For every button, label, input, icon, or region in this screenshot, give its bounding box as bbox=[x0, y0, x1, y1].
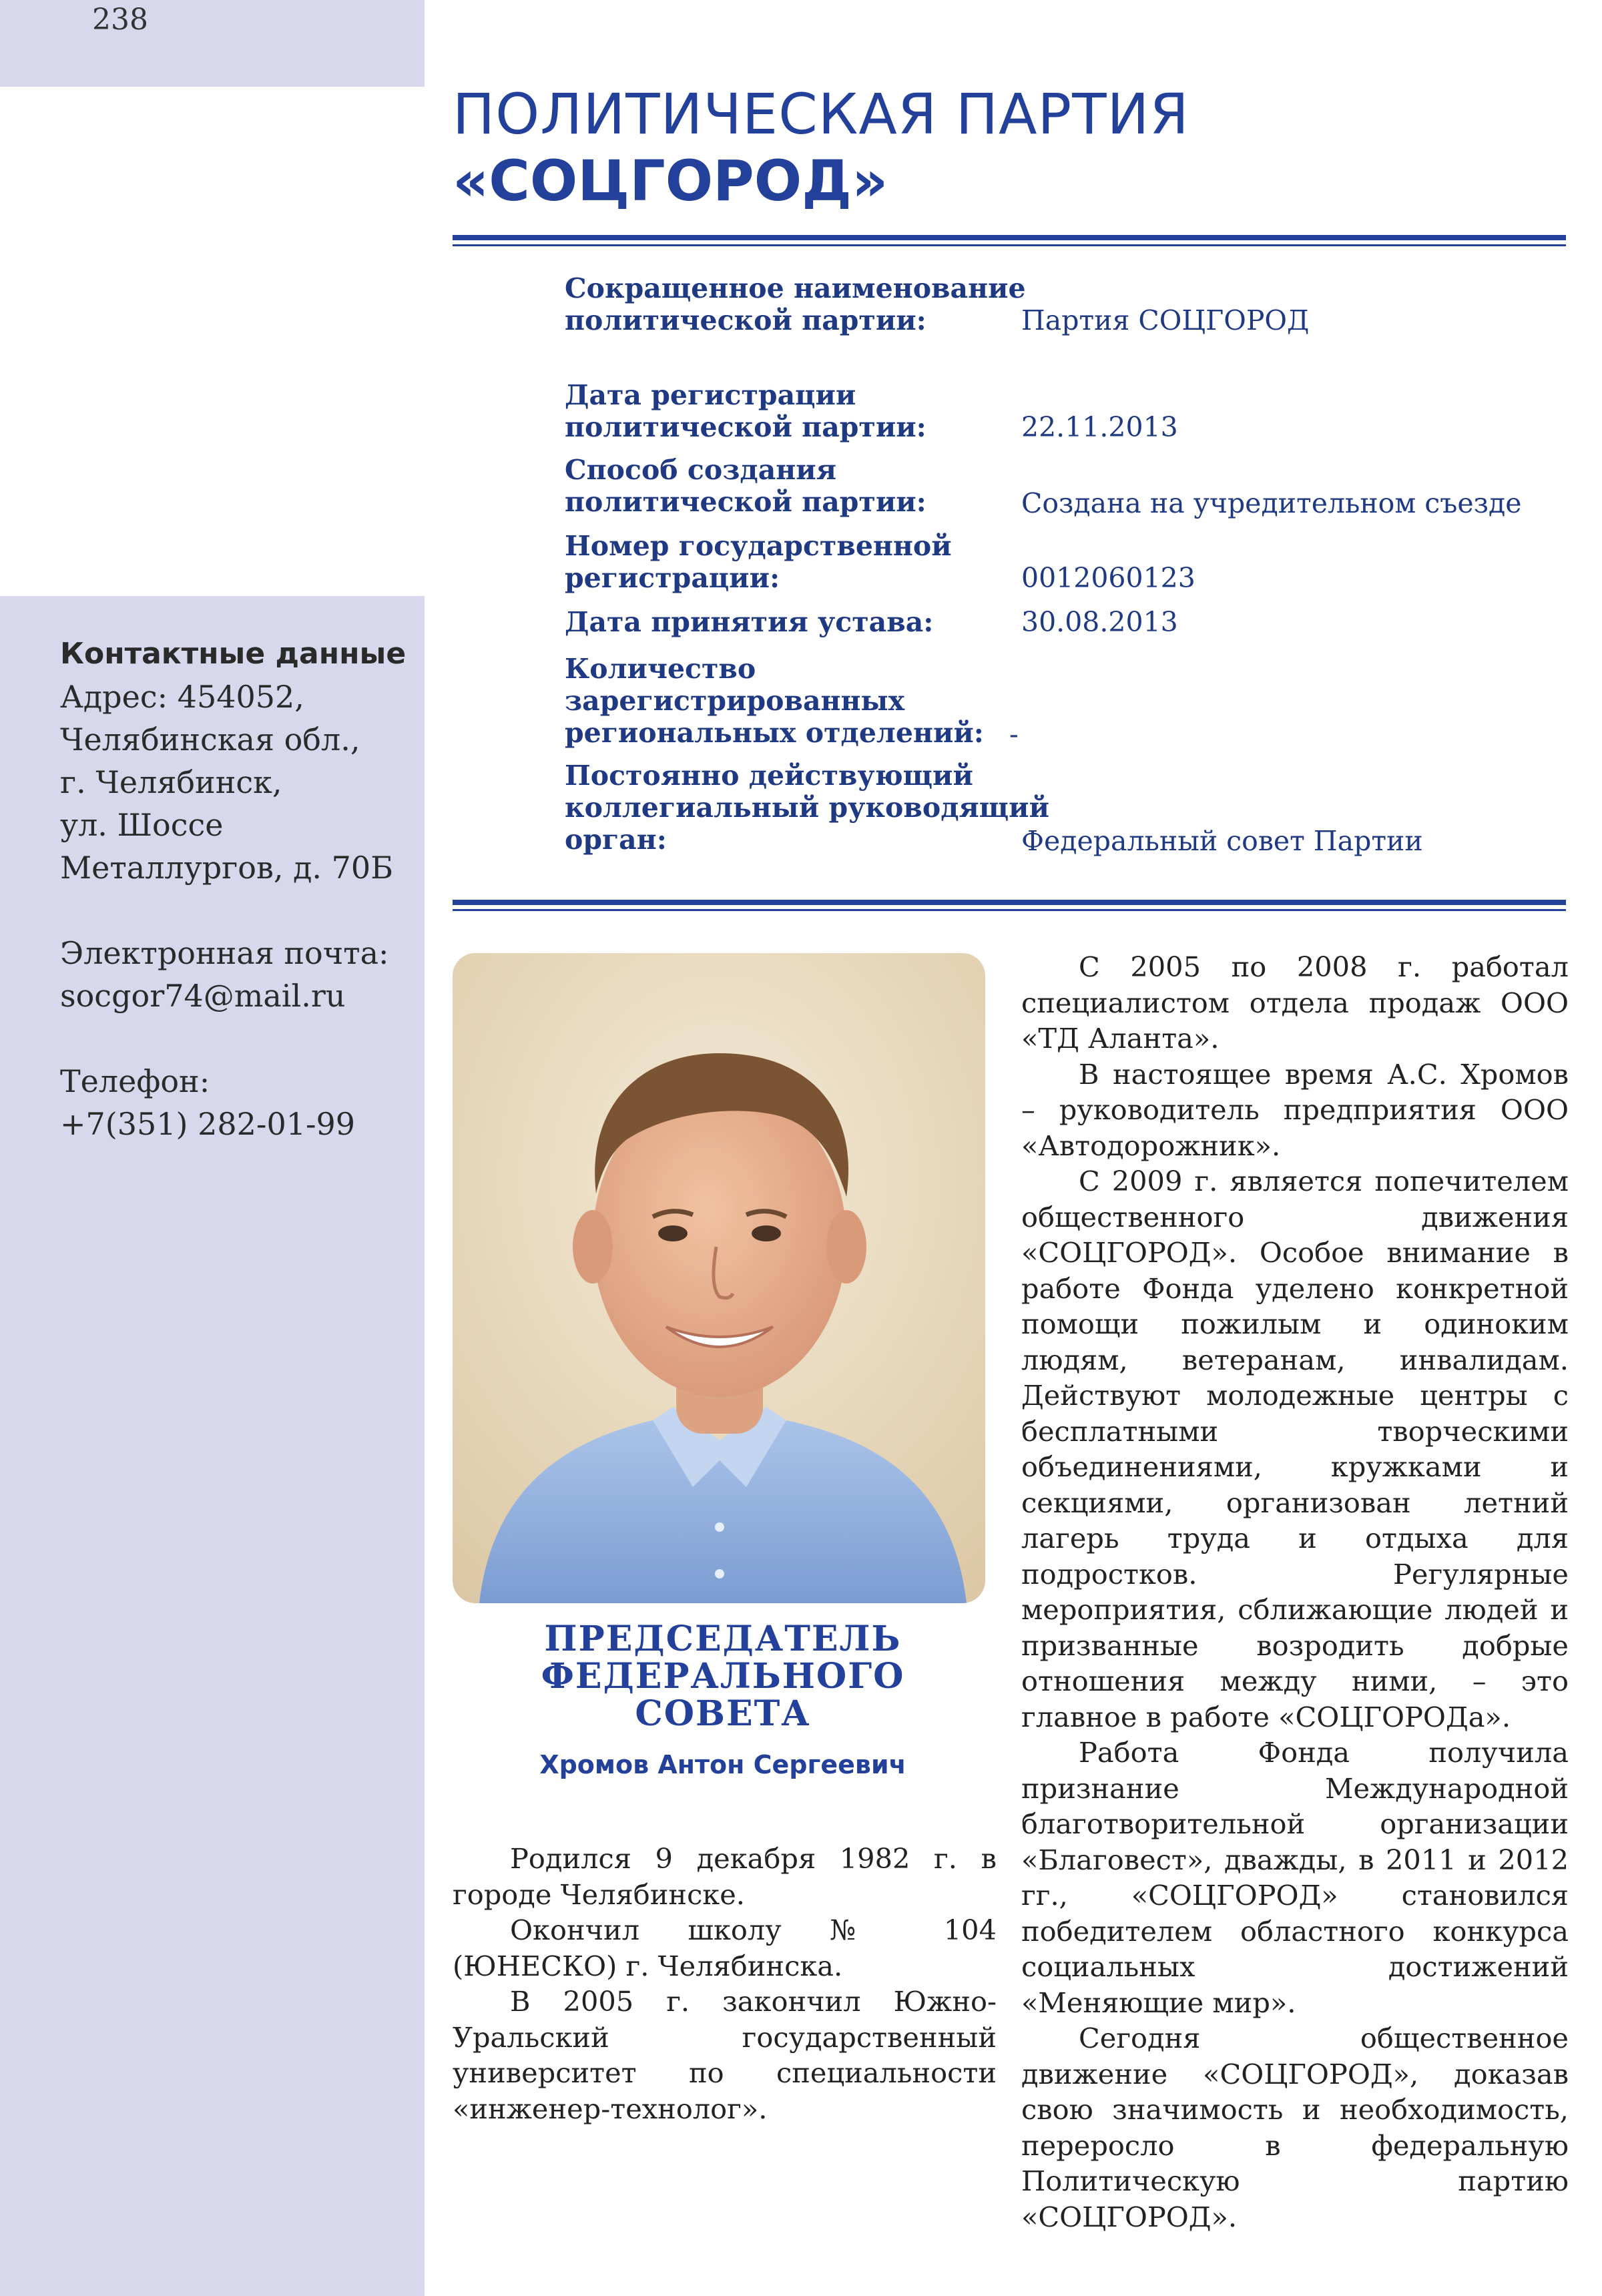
info-label-regional-offices: Количество зарегистрированных региональных отделений: bbox=[565, 653, 984, 749]
title-divider bbox=[453, 235, 1566, 246]
info-value-regional-offices: - bbox=[1009, 718, 1019, 750]
biography-paragraph: Работа Фонда получила признание Международной благотворительной организации «Благовест», дважды, в 2011 и 2012 гг., «СОЦГОРОД» становился победителем областного конкурса социальных достижений «Меняющие мир». bbox=[1021, 1736, 1569, 2019]
biography-right-column bbox=[1021, 949, 1569, 2235]
address-line: Адрес: 454052, bbox=[60, 679, 304, 715]
biography-paragraph: С 2009 г. является попечителем общественного движения «СОЦГОРОД». Особое внимание в работе Фонда уделено конкретной помощи пожилым и одиноким людям, ветеранам, инвалидам. Действуют молодежные центры с бесплатными творческими объединениями, кружками и секциями, организован летний лагерь труда и отдыха для подростков. Регулярные мероприятия, сближающие людей и призванные возродить добрые отношения между ними, – это главное в работе «СОЦГОРОДа». bbox=[1021, 1165, 1569, 1733]
page-number: 238 bbox=[92, 3, 148, 37]
contact-block bbox=[60, 633, 407, 1145]
address-line: Челябинская обл., bbox=[60, 722, 360, 758]
info-label-governing-body: Постоянно действующий коллегиальный руководящий орган: bbox=[565, 760, 1049, 856]
info-value-reg-date: 22.11.2013 bbox=[1021, 411, 1178, 443]
address-line: Металлургов, д. 70Б bbox=[60, 850, 393, 886]
chairman-role: ПРЕДСЕДАТЕЛЬ ФЕДЕРАЛЬНОГО СОВЕТА bbox=[541, 1619, 905, 1734]
biography-paragraph: С 2005 по 2008 г. работал специалистом отдела продаж ООО «ТД Аланта». bbox=[1021, 950, 1569, 1055]
info-value-governing-body: Федеральный совет Партии bbox=[1021, 825, 1423, 857]
info-label-short-name: Сокращенное наименование политической партии: bbox=[565, 272, 1026, 336]
sidebar-top-band bbox=[0, 0, 425, 87]
info-value-short-name: Партия СОЦГОРОД bbox=[1021, 304, 1310, 336]
email-value: socgor74@mail.ru bbox=[60, 978, 346, 1014]
info-label-reg-number: Номер государственной регистрации: bbox=[565, 530, 952, 594]
biography-paragraph: Сегодня общественное движение «СОЦГОРОД», доказав свою значимость и необходимость, переросло в федеральную Политическую партию «СОЦГОРОД». bbox=[1021, 2022, 1569, 2233]
email-label: Электронная почта: bbox=[60, 935, 389, 971]
info-value-charter-date: 30.08.2013 bbox=[1021, 606, 1178, 638]
biography-left-column bbox=[453, 1841, 997, 2126]
party-title-line2: «СОЦГОРОД» bbox=[453, 148, 888, 214]
biography-paragraph: В настоящее время А.С. Хромов – руководитель предприятия ООО «Автодорожник». bbox=[1021, 1057, 1569, 1162]
info-label-reg-date: Дата регистрации политической партии: bbox=[565, 379, 926, 443]
phone-value: +7(351) 282-01-99 bbox=[60, 1106, 356, 1142]
info-divider bbox=[453, 900, 1566, 911]
contact-heading: Контактные данные bbox=[60, 637, 407, 671]
info-label-charter-date: Дата принятия устава: bbox=[565, 606, 934, 638]
info-value-reg-number: 0012060123 bbox=[1021, 562, 1195, 594]
address-line: г. Челябинск, bbox=[60, 764, 282, 800]
party-title-line1: ПОЛИТИЧЕСКАЯ ПАРТИЯ bbox=[453, 81, 1189, 147]
biography-paragraph: В 2005 г. закончил Южно-Уральский государственный университет по специальности «инженер-технолог». bbox=[453, 1985, 997, 2125]
chairman-portrait bbox=[453, 953, 985, 1603]
biography-paragraph: Окончил школу № 104 (ЮНЕСКО) г. Челябинска. bbox=[453, 1914, 997, 1982]
address-line: ул. Шоссе bbox=[60, 807, 224, 843]
phone-label: Телефон: bbox=[60, 1063, 210, 1099]
info-label-creation-method: Способ создания политической партии: bbox=[565, 454, 926, 518]
chairman-name: Хромов Антон Сергеевич bbox=[539, 1750, 906, 1779]
info-value-creation-method: Создана на учредительном съезде bbox=[1021, 487, 1522, 519]
biography-paragraph: Родился 9 декабря 1982 г. в городе Челябинске. bbox=[453, 1842, 997, 1911]
